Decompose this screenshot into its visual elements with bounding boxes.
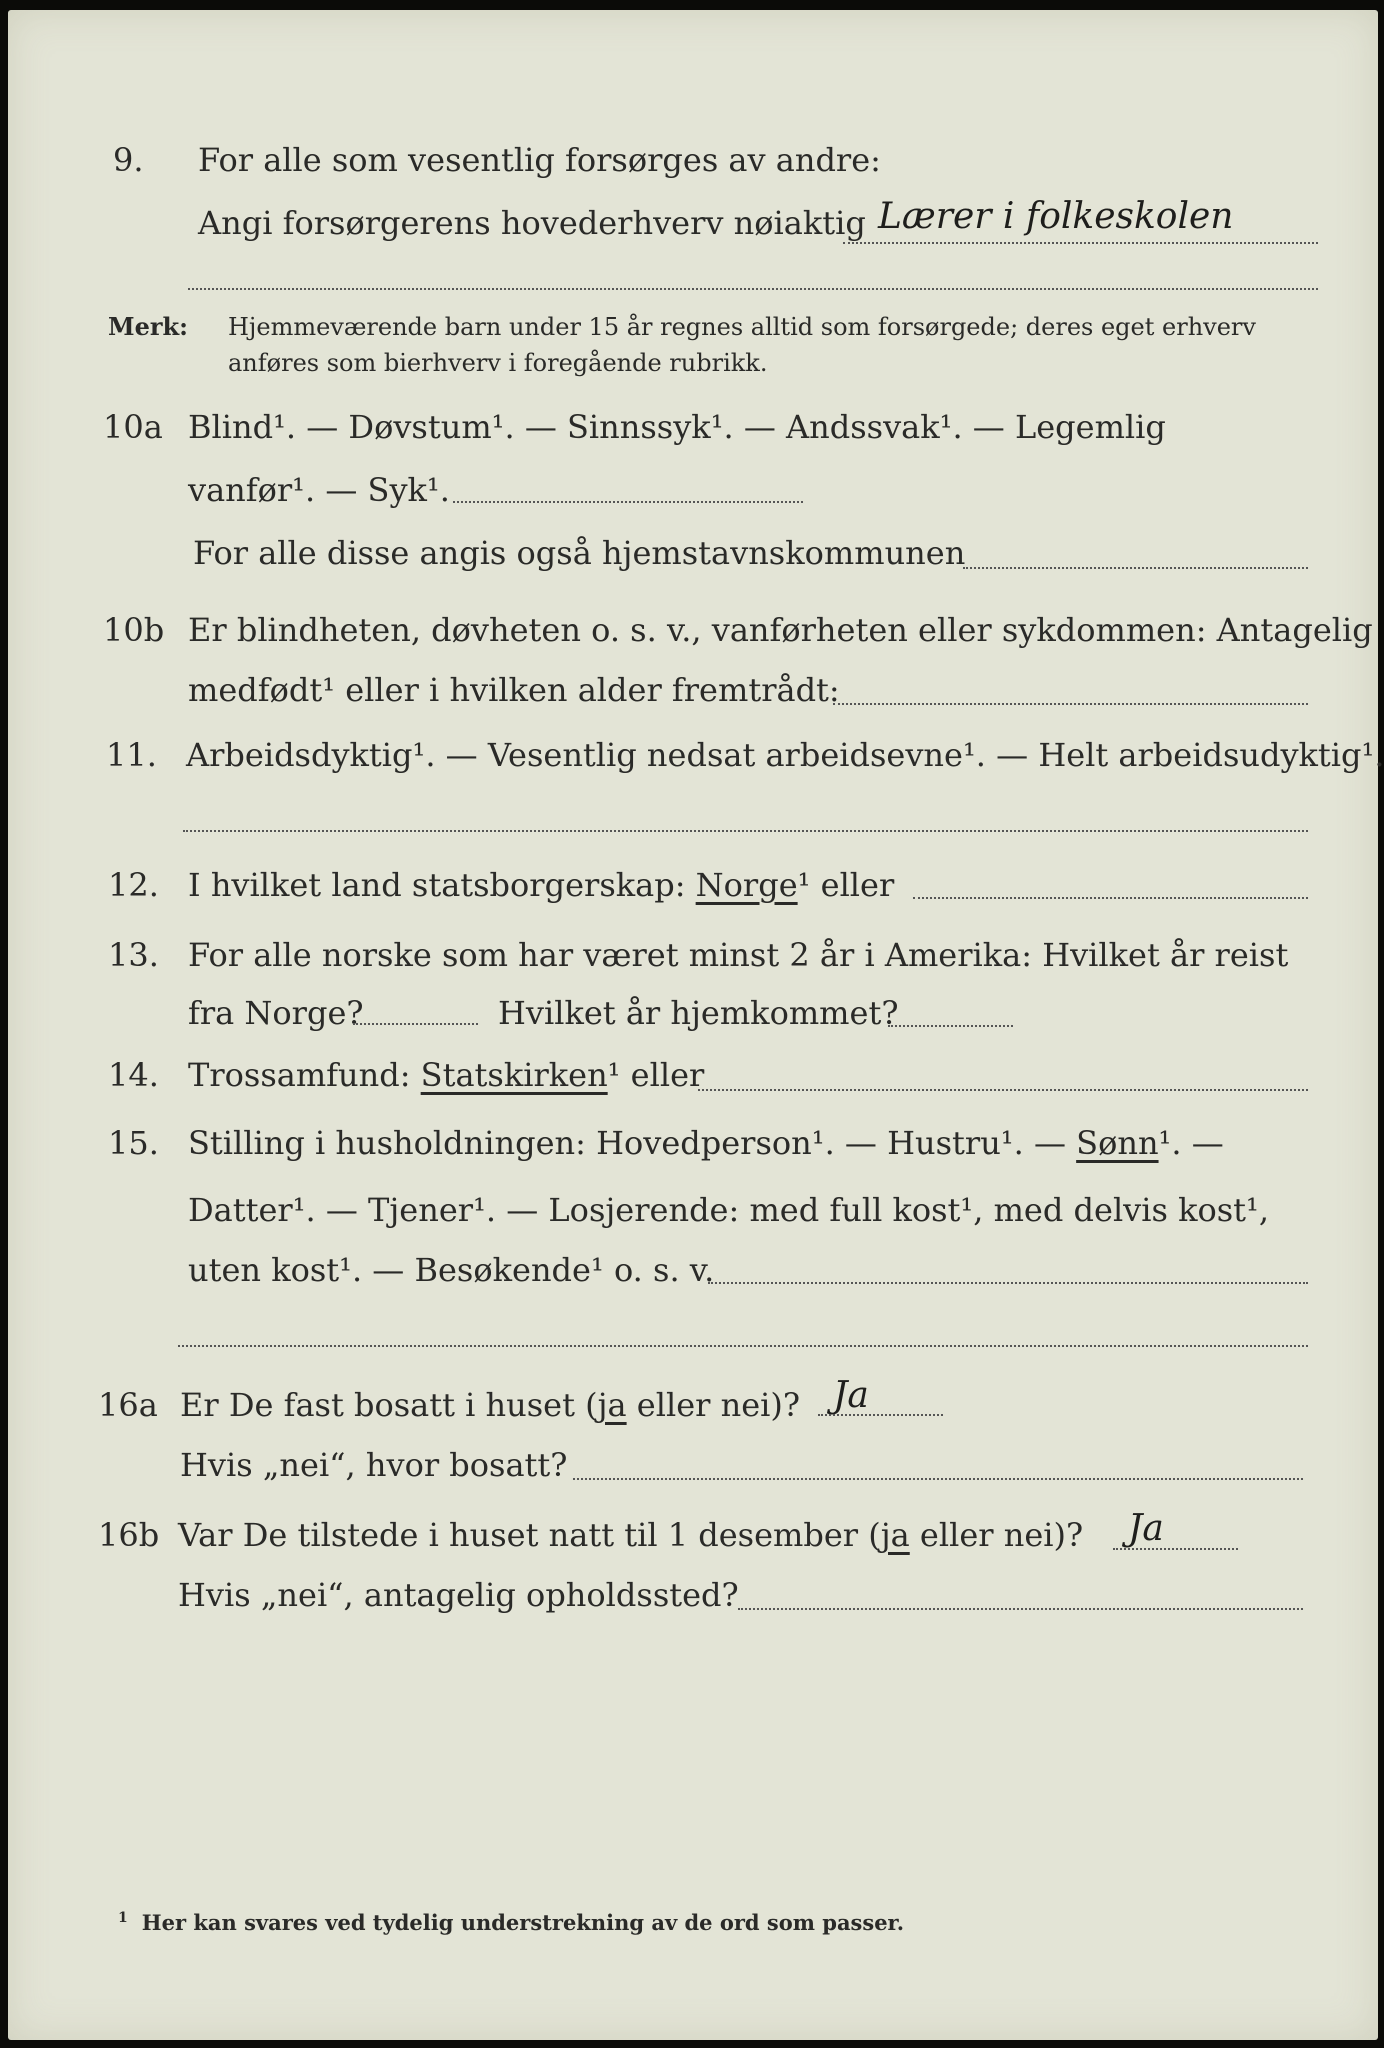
q15-sonn-underlined: Sønn	[1076, 1124, 1159, 1162]
q9-answer-handwriting: Lærer i folkeskolen	[878, 196, 1234, 237]
census-form-page: 9. For alle som vesentlig forsørges av andre: Angi forsørgerens hovederhverv nøiaktig Lærer i folkeskolen Merk: Hjemmeværende barn under 15 år regnes alltid som forsørgede; deres eget erhverv anføres som bierhverv i foregående rubrikk. 10a Blind¹. — Døvstum¹. — Sinnssyk¹. — Andssvak¹. — Legemlig vanfør¹. — Syk¹. For alle disse angis også hjemstavnskommunen 10b Er blindheten, døvheten o. s. v., vanførheten eller sykdommen: Antagelig medfødt¹ eller i hvilken alder fremtrådt: 11. Arbeidsdyktig¹. — Vesentlig nedsat arbeidsevne¹. — Helt arbeidsudyktig¹. 12. I hvilket land statsborgerskap: Norge¹ eller 13. For alle norske som har været minst 2 år i Amerika: Hvilket år reist fra Norge? Hvilket år hjemkommet? 14. Trossamfund: Statskirken¹ eller 15. Stilling i husholdningen: Hovedperson¹. — Hustru¹. — Sønn¹. — Datter¹. — Tjener¹. — Losjerende: med full kost¹, med delvis kost¹, uten kost¹. — Besøkende¹ o. s. v. 16a Er De fast bosatt i huset (ja eller nei)? Ja Hvis „nei“, hvor bosatt? 16b Var De tilstede i huset natt til 1 desember (ja eller nei)? Ja Hvis „nei“, antagelig opholdssted? $^1$ Her kan svares ved tydelig understrekning av de ord som passer.	[8, 10, 1378, 2040]
q16a-answer-line	[818, 1414, 943, 1416]
q16a-number: 16a	[98, 1386, 158, 1424]
q10a-kommune-line	[963, 567, 1308, 569]
q15-number: 15.	[108, 1124, 159, 1162]
q9-answer-line	[843, 242, 1318, 244]
q15-answer-line	[708, 1282, 1308, 1284]
q10a-syk-line	[453, 501, 803, 503]
q13-number: 13.	[108, 936, 159, 974]
q14-number: 14.	[108, 1056, 159, 1094]
q10a-number: 10a	[103, 408, 163, 446]
footnote-text: Her kan svares ved tydelig understrekning av de ord som passer.	[141, 1910, 905, 1935]
footnote-mark: 1	[118, 1910, 128, 1926]
q15-extra-line	[178, 1345, 1308, 1347]
q16b-ja-underlined: ja	[880, 1516, 910, 1554]
q13-hjem-line	[888, 1025, 1013, 1027]
q16b-answer-line	[1113, 1548, 1238, 1550]
q16b-answer-handwriting: Ja	[1128, 1508, 1164, 1549]
q11-number: 11.	[106, 736, 157, 774]
q16b-opholdssted-line	[738, 1608, 1303, 1610]
q9-number: 9.	[113, 141, 144, 179]
q10b-number: 10b	[103, 611, 165, 649]
q11-extra-line	[183, 830, 1308, 832]
q14-statskirken-underlined: Statskirken	[420, 1056, 608, 1094]
q16a-ja-underlined: ja	[597, 1386, 627, 1424]
q16a-answer-handwriting: Ja	[833, 1375, 869, 1416]
q10b-answer-line	[833, 703, 1308, 705]
q12-number: 12.	[108, 866, 159, 904]
q12-norge-underlined: Norge	[695, 866, 798, 904]
q13-reist-line	[353, 1023, 478, 1025]
q16b-number: 16b	[98, 1516, 160, 1554]
q9-label: Angi forsørgerens hovederhverv nøiaktig	[198, 204, 866, 242]
footnote	[118, 1910, 904, 1935]
q16a-bosatt-line	[573, 1478, 1303, 1480]
q12-answer-line	[913, 897, 1308, 899]
q14-answer-line	[698, 1089, 1308, 1091]
q9-extra-line	[188, 288, 1318, 290]
